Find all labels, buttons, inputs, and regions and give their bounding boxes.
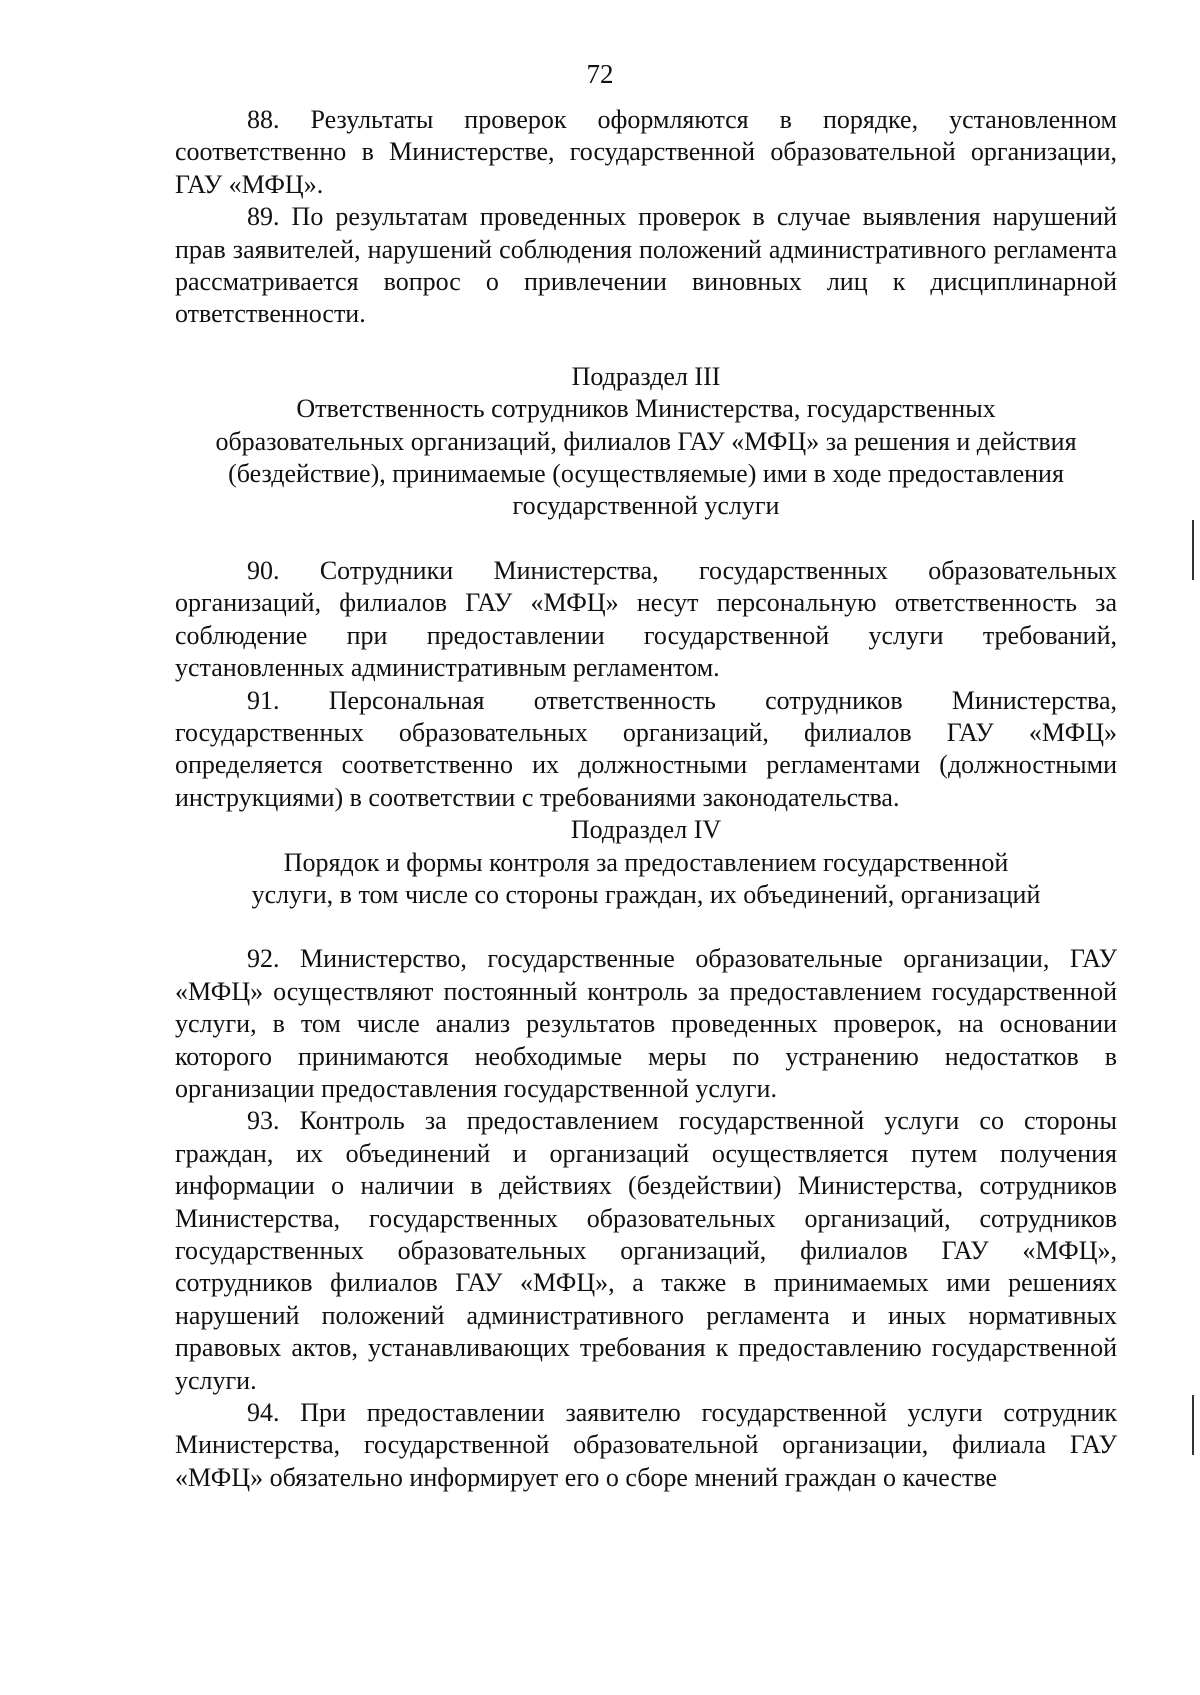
section-3-heading: Подраздел III <box>571 361 721 391</box>
section-4-title-line: услуги, в том числе со стороны граждан, их объединений, организаций <box>251 879 1041 909</box>
section-3-title-line: (бездействие), принимаемые (осуществляемые) ими в ходе предоставления <box>228 459 1064 489</box>
paragraph-88: 88. Результаты проверок оформляются в порядке, установленном соответственно в Министерстве, государственной образовательной организации, ГАУ «МФЦ». <box>175 105 1117 199</box>
section-3-title-line: государственной услуги <box>512 491 780 521</box>
section-3-title-line: Ответственность сотрудников Министерства, государственных <box>296 394 996 424</box>
section-4-title-line: Порядок и формы контроля за предоставлением государственной <box>283 847 1009 877</box>
scan-edge-mark <box>1192 1395 1194 1455</box>
document-body <box>175 104 1117 1494</box>
paragraph-92: 92. Министерство, государственные образовательные организации, ГАУ «МФЦ» осуществляют постоянный контроль за предоставлением государственной услуги, в том числе анализ результатов проведенных проверок, на основании которого принимаются необходимые меры по устранению недостатков в организации предоставления государственной услуги. <box>175 944 1117 1103</box>
section-4-header <box>175 814 1117 911</box>
paragraph-93: 93. Контроль за предоставлением государственной услуги со стороны граждан, их объединений и организаций осуществляется путем получения информации о наличии в действиях (бездействии) Министерства, сотрудников Министерства, государственных образовательных организаций, сотрудников государственных образовательных организаций, филиалов ГАУ «МФЦ», сотрудников филиалов ГАУ «МФЦ», а также в принимаемых ими решениях нарушений положений административного регламента и иных нормативных правовых актов, устанавливающих требования к предоставлению государственной услуги. <box>175 1106 1117 1395</box>
paragraph-90: 90. Сотрудники Министерства, государственных образовательных организаций, филиалов ГАУ «МФЦ» несут персональную ответственность за соблюдение при предоставлении государственной услуги требований, установленных административным регламентом. <box>175 555 1117 683</box>
scan-edge-mark <box>1192 520 1194 580</box>
paragraph-91: 91. Персональная ответственность сотрудников Министерства, государственных образовательных организаций, филиалов ГАУ «МФЦ» определяется соответственно их должностными регламентами (должностными инструкциями) в соответствии с требованиями законодательства. <box>175 685 1117 812</box>
section-4-heading: Подраздел IV <box>570 815 722 845</box>
paragraph-94: 94. При предоставлении заявителю государственной услуги сотрудник Министерства, государственной образовательной организации, филиала ГАУ «МФЦ» обязательно информирует его о сборе мнений граждан о качестве <box>175 1398 1117 1492</box>
paragraph-89: 89. По результатам проведенных проверок в случае выявления нарушений прав заявителей, нарушений соблюдения положений административного регламента рассматривается вопрос о привлечении виновных лиц к дисциплинарной ответственности. <box>175 202 1117 329</box>
section-3-title-line: образовательных организаций, филиалов ГАУ «МФЦ» за решения и действия <box>215 426 1077 456</box>
page-number: 72 <box>586 59 614 89</box>
section-3-header <box>175 361 1117 523</box>
